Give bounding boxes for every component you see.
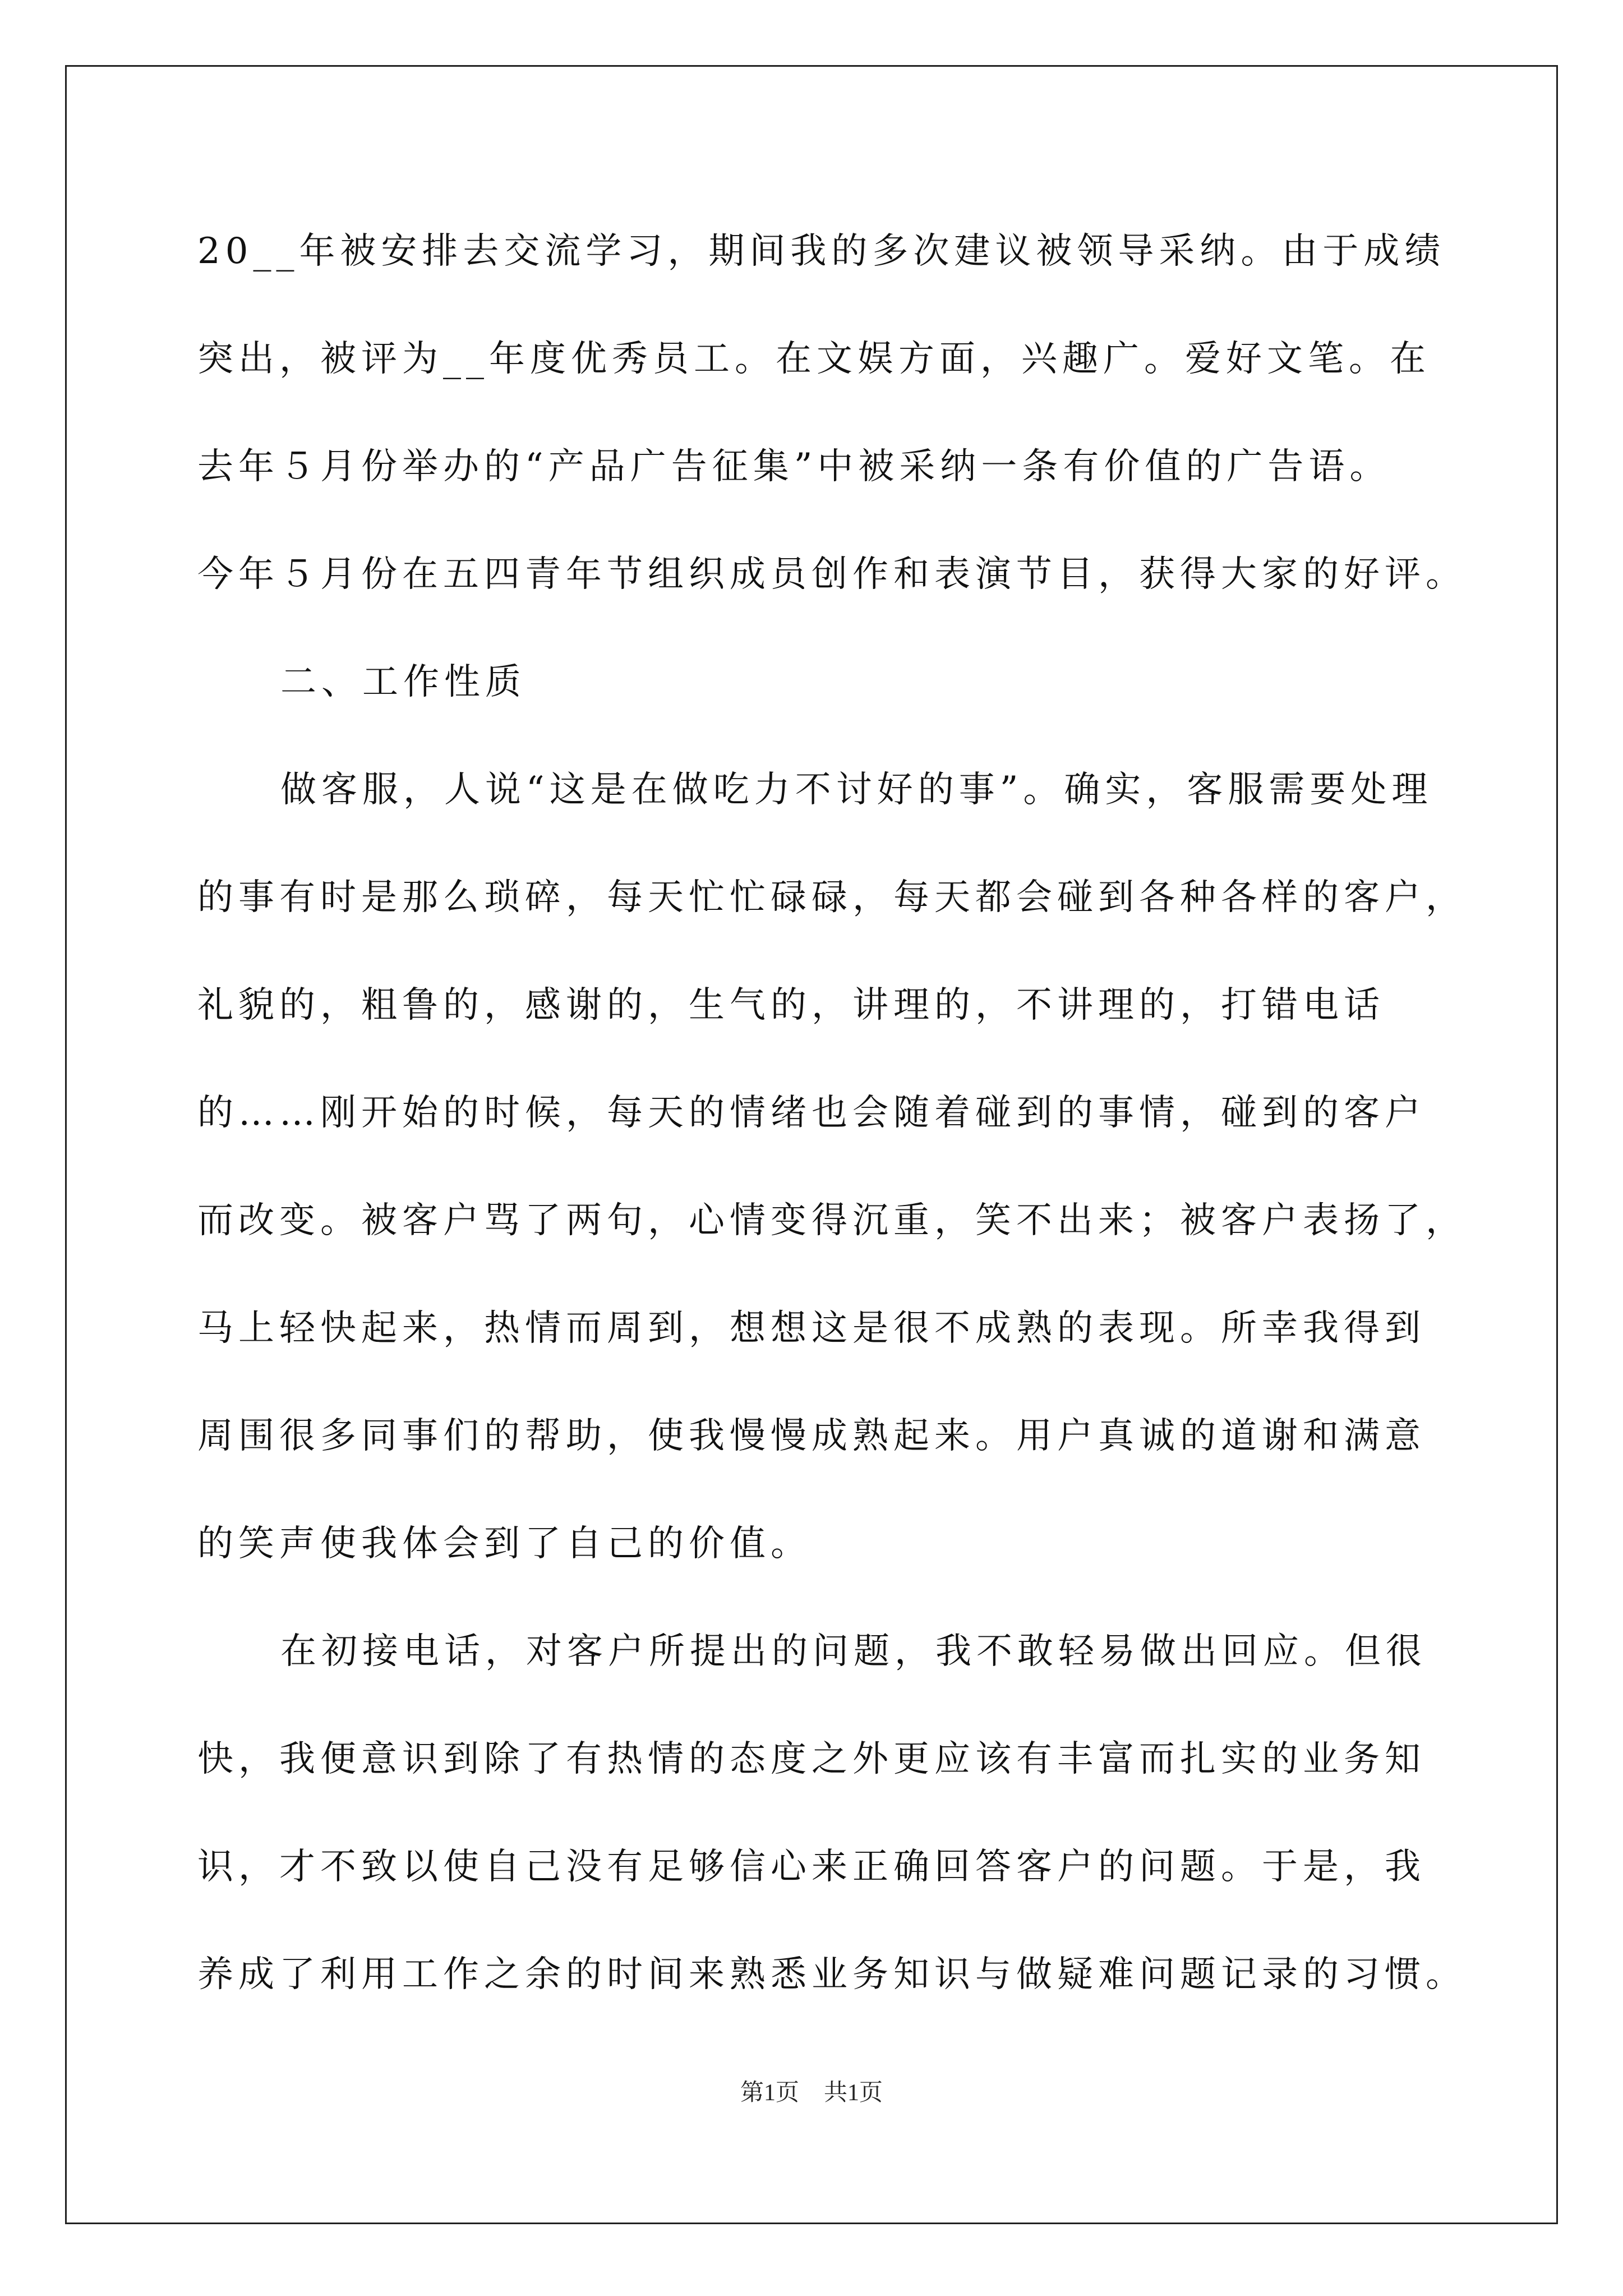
paragraph-line: 的事有时是那么琐碎，每天忙忙碌碌，每天都会碰到各种各样的客户， bbox=[197, 877, 1467, 918]
paragraph-line: 突出，被评为__年度优秀员工。在文娱方面，兴趣广。爱好文笔。在 bbox=[197, 338, 1431, 380]
paragraph-line: 去年５月份举办的“产品广告征集”中被采纳一条有价值的广告语。 bbox=[197, 446, 1391, 487]
paragraph-line: 养成了利用工作之余的时间来熟悉业务知识与做疑难问题记录的习惯。 bbox=[197, 1954, 1467, 1995]
paragraph-line: 今年５月份在五四青年节组织成员创作和表演节目，获得大家的好评。 bbox=[197, 554, 1467, 595]
page-number: 第1页 bbox=[740, 2080, 799, 2106]
paragraph-line: 周围很多同事们的帮助，使我慢慢成熟起来。用户真诚的道谢和满意 bbox=[197, 1415, 1426, 1457]
paragraph-line: 识，才不致以使自己没有足够信心来正确回答客户的问题。于是，我 bbox=[197, 1846, 1426, 1888]
page-footer bbox=[0, 2073, 1623, 2113]
paragraph-line: 在初接电话，对客户所提出的问题，我不敢轻易做出回应。但很 bbox=[280, 1631, 1427, 1672]
paragraph-line: 的……刚开始的时候，每天的情绪也会随着碰到的事情，碰到的客户 bbox=[197, 1092, 1426, 1134]
paragraph-line: 马上轻快起来，热情而周到，想想这是很不成熟的表现。所幸我得到 bbox=[197, 1308, 1426, 1349]
section-heading: 二、工作性质 bbox=[280, 661, 526, 703]
paragraph-line: 快，我便意识到除了有热情的态度之外更应该有丰富而扎实的业务知 bbox=[197, 1738, 1426, 1780]
paragraph-line: 的笑声使我体会到了自己的价值。 bbox=[197, 1523, 811, 1565]
total-pages: 共1页 bbox=[824, 2080, 883, 2106]
paragraph-line: 做客服，人说“这是在做吃力不讨好的事”。确实，客服需要处理 bbox=[280, 769, 1433, 811]
paragraph-line: 20__年被安排去交流学习，期间我的多次建议被领导采纳。由于成绩 bbox=[197, 231, 1446, 272]
paragraph-line: 礼貌的，粗鲁的，感谢的，生气的，讲理的，不讲理的，打错电话 bbox=[197, 984, 1385, 1026]
paragraph-line: 而改变。被客户骂了两句，心情变得沉重，笑不出来；被客户表扬了， bbox=[197, 1200, 1467, 1241]
